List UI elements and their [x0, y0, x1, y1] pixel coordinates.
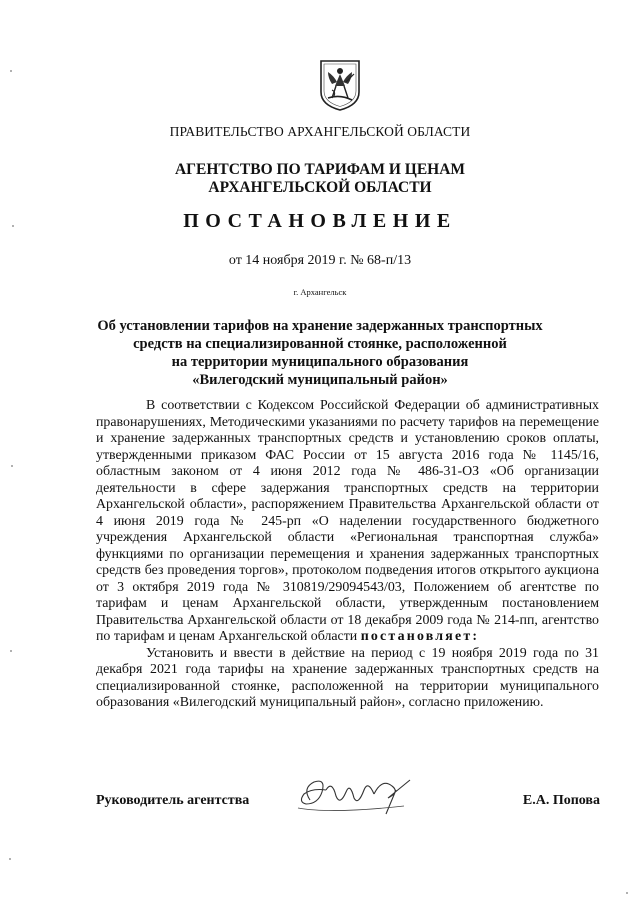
- subject-line4: «Вилегодский муниципальный район»: [192, 372, 448, 388]
- scan-speck: [12, 225, 14, 227]
- signatory-name: Е.А. Попова: [522, 793, 600, 808]
- date-and-number: от 14 ноября 2019 г. № 68-п/13: [228, 253, 412, 268]
- agency-title-line2: АРХАНГЕЛЬСКОЙ ОБЛАСТИ: [208, 179, 432, 196]
- coat-of-arms-icon: [318, 58, 362, 112]
- scan-speck: [11, 465, 13, 467]
- agency-title: [0, 161, 640, 197]
- document-type-heading: ПОСТАНОВЛЕНИЕ: [183, 210, 457, 232]
- body-paragraph-decision: Установить и ввести в действие на период с 19 ноября 2019 года по 31 декабря 2021 года тарифы на хранение задержанных транспортных средств на специализированной стоянке, расположенной на территории муниципального образования «Вилегодский муниципальный район», согласно приложению.: [96, 645, 599, 710]
- decree-word: постановляет:: [360, 629, 480, 644]
- agency-title-line1: АГЕНТСТВО ПО ТАРИФАМ И ЦЕНАМ: [174, 161, 466, 178]
- scan-speck: [10, 650, 12, 652]
- government-title: ПРАВИТЕЛЬСТВО АРХАНГЕЛЬСКОЙ ОБЛАСТИ: [169, 124, 471, 139]
- preamble-text: В соответствии с Кодексом Российской Федерации об административных правонарушениях, Методическими указаниями по расчету тарифов на перемещение и хранение задержанных транспортных средств и установлению сроков оплаты, утвержденными приказом ФАС России от 15 августа 2016 года № 1145/16, областным законом от 4 июня 2012 года № 486-31-ОЗ «Об организации деятельности в сфере задержания транспортных средств на территории Архангельской области», распоряжением Правительства Архангельской области от 4 июня 2019 года № 245-рп «О наделении государственного бюджетного учреждения Архангельской области «Региональная транспортная служба» функциями по организации перемещения и хранения задержанных транспортных средств без проведения торгов», протоколом подведения итогов открытого аукциона от 3 октября 2019 года № 310819/29094543/03, Положением об агентстве по тарифам и ценам Архангельской области, утвержденным постановлением Правительства Архангельской области от 18 декабря 2009 года № 214-пп, агентство по тарифам и ценам Архангельской области: [96, 398, 599, 644]
- scan-speck: [9, 858, 11, 860]
- document-subject: [60, 317, 580, 389]
- scan-speck: [626, 892, 628, 894]
- body-paragraph-preamble: [96, 398, 599, 646]
- scan-speck: [10, 70, 12, 72]
- signatory-position: Руководитель агентства: [96, 793, 250, 808]
- handwritten-signature: [292, 770, 422, 820]
- subject-line1: Об установлении тарифов на хранение задержанных транспортных: [97, 318, 543, 334]
- subject-line2: средств на специализированной стоянке, расположенной: [133, 336, 507, 352]
- document-body: [96, 398, 599, 712]
- city-label: г. Архангельск: [293, 287, 347, 297]
- subject-line3: на территории муниципального образования: [171, 354, 469, 370]
